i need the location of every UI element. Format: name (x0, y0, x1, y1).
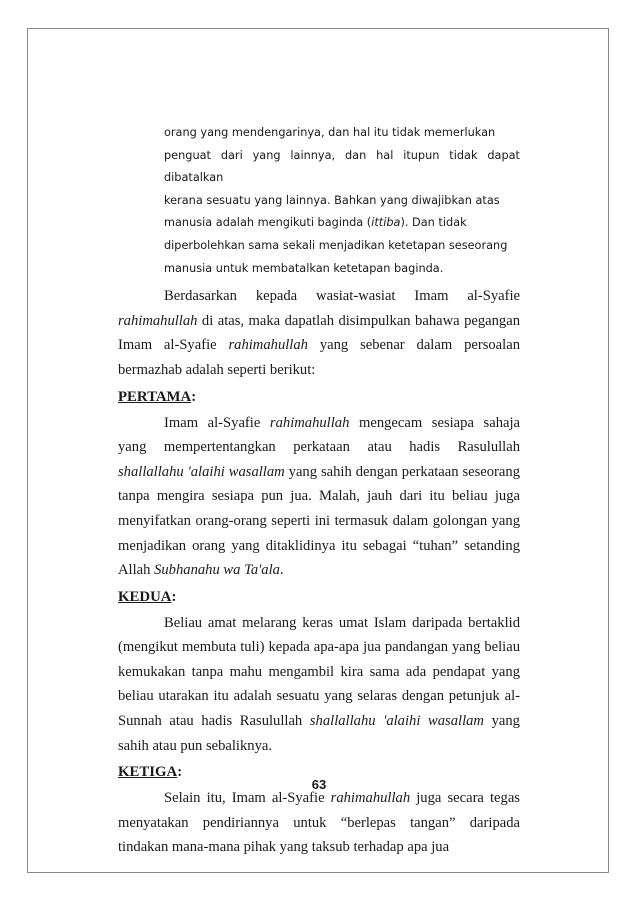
quote-text: ). Dan tidak (400, 216, 467, 230)
quote-line: kerana sesuatu yang lainnya. Bahkan yang diwajibkan atas (164, 193, 500, 207)
text-run: di atas, maka dapatlah disimpulkan bahawa pegangan Imam al-Syafie (118, 312, 520, 354)
page-number: 63 (311, 777, 327, 792)
heading-text: KETIGA (118, 764, 178, 781)
quote-line: orang yang mendengarinya, dan hal itu tidak memerlukan (164, 126, 496, 139)
italic-term: shallallahu 'alaihi wasallam (309, 713, 484, 730)
text-run: mengecam sesiapa sahaja yang mempertentangkan perkataan atau hadis Rasulullah (118, 414, 520, 456)
text-run: Selain itu, Imam al-Syafie (164, 790, 331, 807)
text-run: Berdasarkan kepada wasiat-wasiat Imam al-Syafie (164, 288, 520, 305)
heading-colon: : (177, 764, 183, 781)
quoted-block (164, 122, 520, 280)
heading-text: PERTAMA (118, 388, 192, 405)
quote-line: diperbolehkan sama sekali menjadikan ketetapan seseorang (164, 238, 508, 252)
quote-line: penguat dari yang lainnya, dan hal itupun tidak dapat dibatalkan (164, 148, 520, 185)
heading-colon: : (171, 588, 177, 605)
quote-text: manusia adalah mengikuti baginda ( (164, 216, 372, 230)
pertama-paragraph (118, 411, 520, 583)
ketiga-paragraph (118, 786, 520, 860)
heading-colon: : (191, 388, 197, 405)
text-run: yang sahih dengan perkataan seseorang tanpa mengira sesiapa pun jua. Malah, jauh dari itu beliau juga menyifatkan orang-orang seperti ini termasuk dalam golongan yang menjadikan orang yang ditaklidinya itu sebagai “tuhan” setanding Allah (118, 463, 520, 579)
quote-line: manusia untuk membatalkan ketetapan baginda. (164, 261, 444, 275)
text-run: . (279, 562, 284, 579)
italic-term: shallallahu 'alaihi wasallam (118, 463, 285, 480)
text-run: Beliau amat melarang keras umat Islam daripada bertaklid (mengikut membuta tuli) kepada apa-apa jua pandangan yang beliau kemukakan tanpa mahu mengambil kira sama ada pendapat yang beliau utarakan itu adalah sesuatu yang selaras dengan petunjuk al-Sunnah atau hadis Rasulullah (118, 614, 520, 730)
section-heading-pertama (118, 385, 520, 409)
quote-italic-term: ittiba (371, 216, 401, 230)
italic-term: rahimahullah (118, 312, 198, 329)
text-run: yang sahih atau pun sebaliknya. (118, 713, 520, 754)
kedua-paragraph (118, 611, 520, 759)
page-content (118, 122, 520, 860)
text-run: Imam al-Syafie (164, 414, 270, 431)
text-run: juga secara tegas menyatakan pendiriannya untuk “berlepas tangan” daripada tindakan mana-mana pihak yang taksub terhadap apa jua (118, 790, 520, 856)
italic-term: rahimahullah (269, 414, 350, 431)
italic-term: rahimahullah (330, 790, 411, 807)
italic-term: rahimahullah (228, 337, 308, 354)
intro-paragraph (118, 284, 520, 382)
quote-line (164, 212, 520, 235)
section-heading-kedua (118, 585, 520, 609)
heading-text: KEDUA (118, 588, 172, 605)
text-run: yang sebenar dalam persoalan bermazhab adalah seperti berikut: (118, 337, 520, 378)
italic-term: Subhanahu wa Ta'ala (154, 562, 280, 579)
